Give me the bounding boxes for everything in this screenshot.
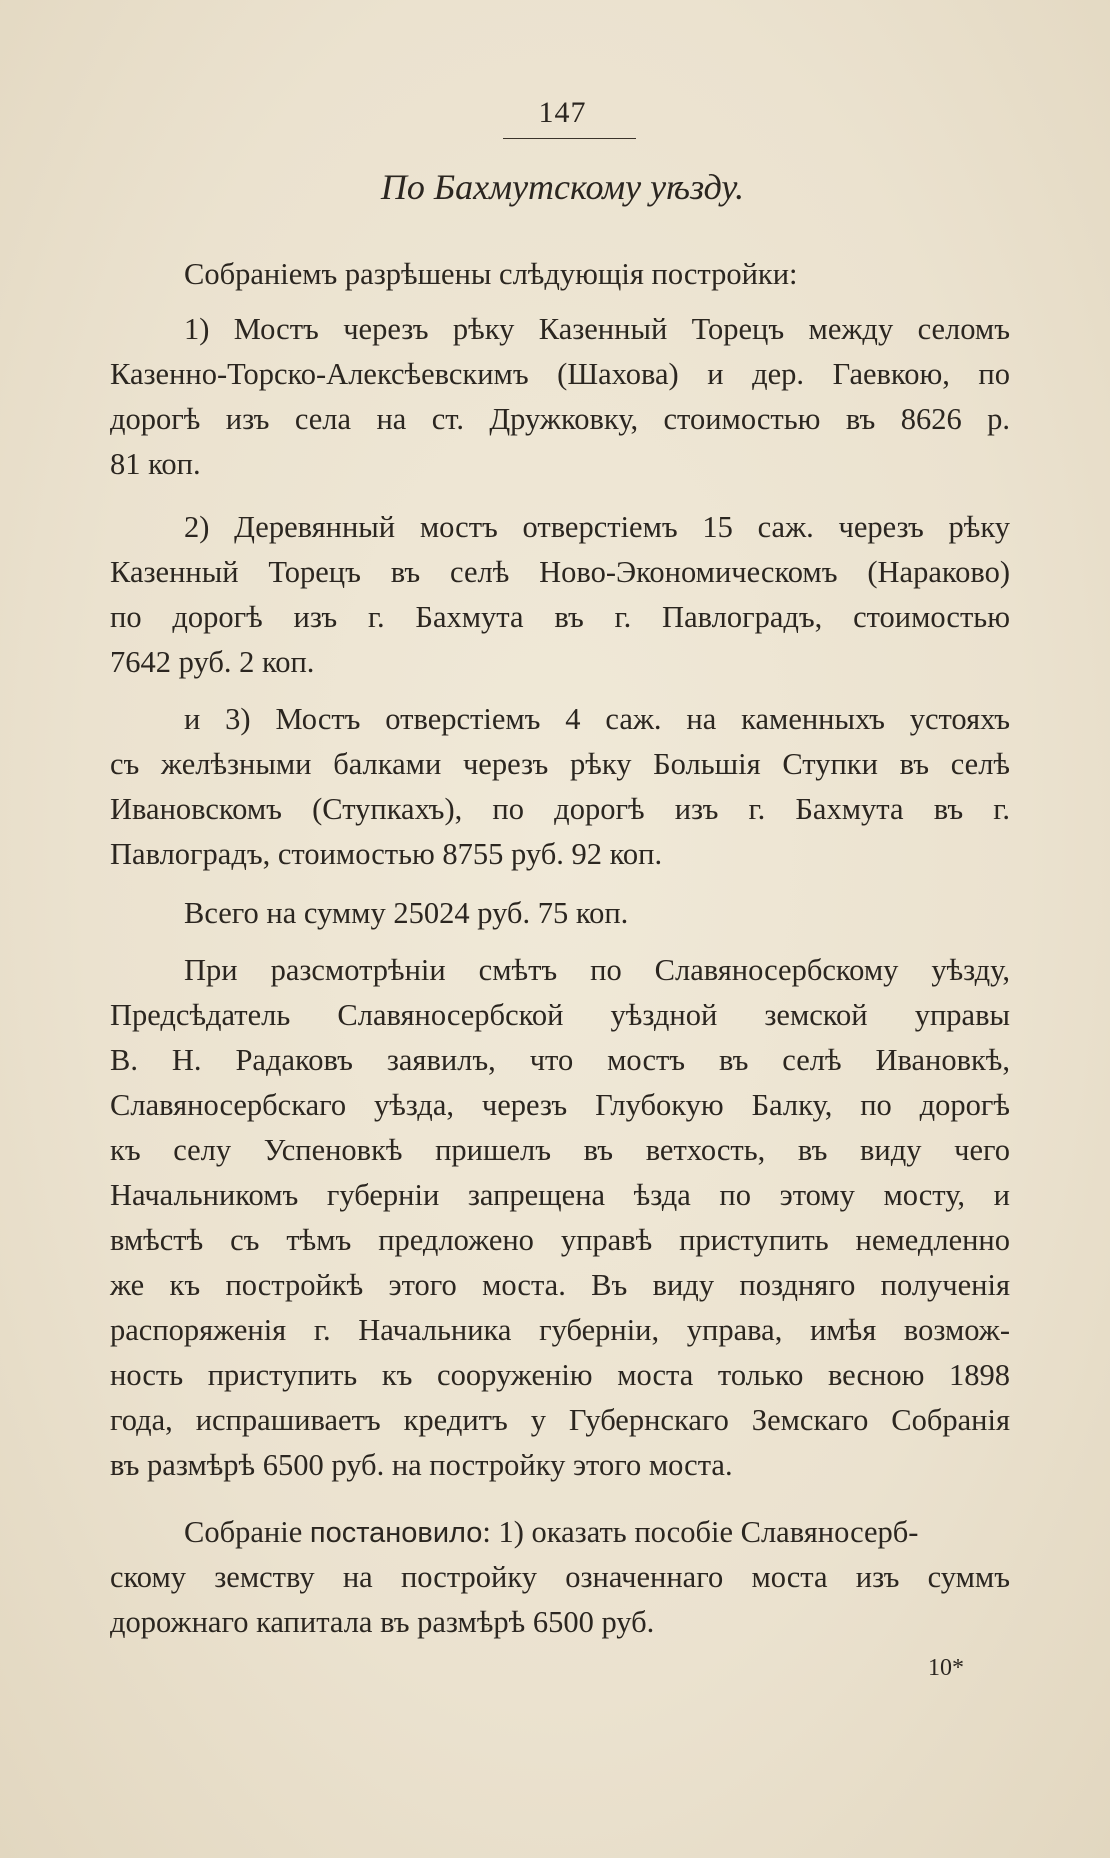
text-line: дорожнаго капитала въ размѣрѣ 6500 руб.	[110, 1605, 655, 1639]
text-line: Славяносербскаго уѣзда, черезъ Глубокую Балку, по дорогѣ	[110, 1088, 1010, 1122]
resolution-lead-rest: : 1) оказать пособіе Славяносерб-	[482, 1515, 919, 1549]
text-line: Казенный Торецъ въ селѣ Ново-Экономическомъ (Нараково)	[110, 555, 1010, 589]
text-line: же къ постройкѣ этого моста. Въ виду поздняго полученія	[110, 1268, 1010, 1302]
text-line: Предсѣдатель Славяносербской уѣздной земской управы	[110, 998, 1010, 1032]
text-line: года, испрашиваетъ кредитъ у Губернскаго Земскаго Собранія	[110, 1403, 1010, 1437]
paragraph-intro	[110, 252, 1010, 297]
text-line: и 3) Мостъ отверстіемъ 4 саж. на каменныхъ устояхъ	[184, 702, 1010, 736]
text-line: 1) Мостъ черезъ рѣку Казенный Торецъ между селомъ	[184, 312, 1010, 346]
text-line: 7642 руб. 2 коп.	[110, 645, 315, 679]
text-line	[110, 1510, 1010, 1555]
text-line: вмѣстѣ съ тѣмъ предложено управѣ приступить немедленно	[110, 1223, 1010, 1257]
header-rule	[503, 138, 636, 139]
text-line: Начальникомъ губерніи запрещена ѣзда по этому мосту, и	[110, 1178, 1010, 1212]
text-line: дорогѣ изъ села на ст. Дружковку, стоимостью въ 8626 р.	[110, 402, 1010, 436]
text-line: Собраніемъ разрѣшены слѣдующія постройки:	[184, 257, 798, 291]
text-line: Ивановскомъ (Ступкахъ), по дорогѣ изъ г. Бахмута въ г.	[110, 792, 1010, 826]
paragraph-item-3	[110, 697, 1010, 877]
page-number: 147	[538, 96, 587, 129]
text-line: 2) Деревянный мостъ отверстіемъ 15 саж. черезъ рѣку	[184, 510, 1010, 544]
text-line: Всего на сумму 25024 руб. 75 коп.	[184, 896, 629, 930]
text-line: В. Н. Радаковъ заявилъ, что мостъ въ селѣ Ивановкѣ,	[110, 1043, 1010, 1077]
paragraph-item-1	[110, 307, 1010, 487]
text-line: скому земству на постройку означеннаго моста изъ суммъ	[110, 1560, 1010, 1594]
signature-mark: 10*	[928, 1655, 964, 1681]
text-line: Казенно-Торско-Алексѣевскимъ (Шахова) и дер. Гаевкою, по	[110, 357, 1010, 391]
paragraph-resolution	[110, 1510, 1010, 1645]
text-line: къ селу Успеновкѣ пришелъ въ ветхость, въ виду чего	[110, 1133, 1010, 1167]
paragraph-total	[110, 891, 1010, 936]
text-line: распоряженія г. Начальника губерніи, управа, имѣя возмож-	[110, 1313, 1010, 1347]
paragraph-item-2	[110, 505, 1010, 685]
paragraph-slavyanoserbsk	[110, 948, 1010, 1488]
text-line: 81 коп.	[110, 447, 201, 481]
section-heading: По Бахмутскому уѣзду.	[380, 167, 745, 207]
resolution-emphasis: постановило	[309, 1517, 483, 1549]
text-line: Павлоградъ, стоимостью 8755 руб. 92 коп.	[110, 837, 663, 871]
text-line: по дорогѣ изъ г. Бахмута въ г. Павлоградъ, стоимостью	[110, 600, 1010, 634]
text-line: ность приступить къ сооруженію моста только весною 1898	[110, 1358, 1010, 1392]
text-line: При разсмотрѣніи смѣтъ по Славяносербскому уѣзду,	[184, 953, 1010, 987]
resolution-lead: Собраніе	[184, 1515, 310, 1549]
text-line: съ желѣзными балками черезъ рѣку Большія Ступки въ селѣ	[110, 747, 1010, 781]
text-line: въ размѣрѣ 6500 руб. на постройку этого моста.	[110, 1448, 733, 1482]
